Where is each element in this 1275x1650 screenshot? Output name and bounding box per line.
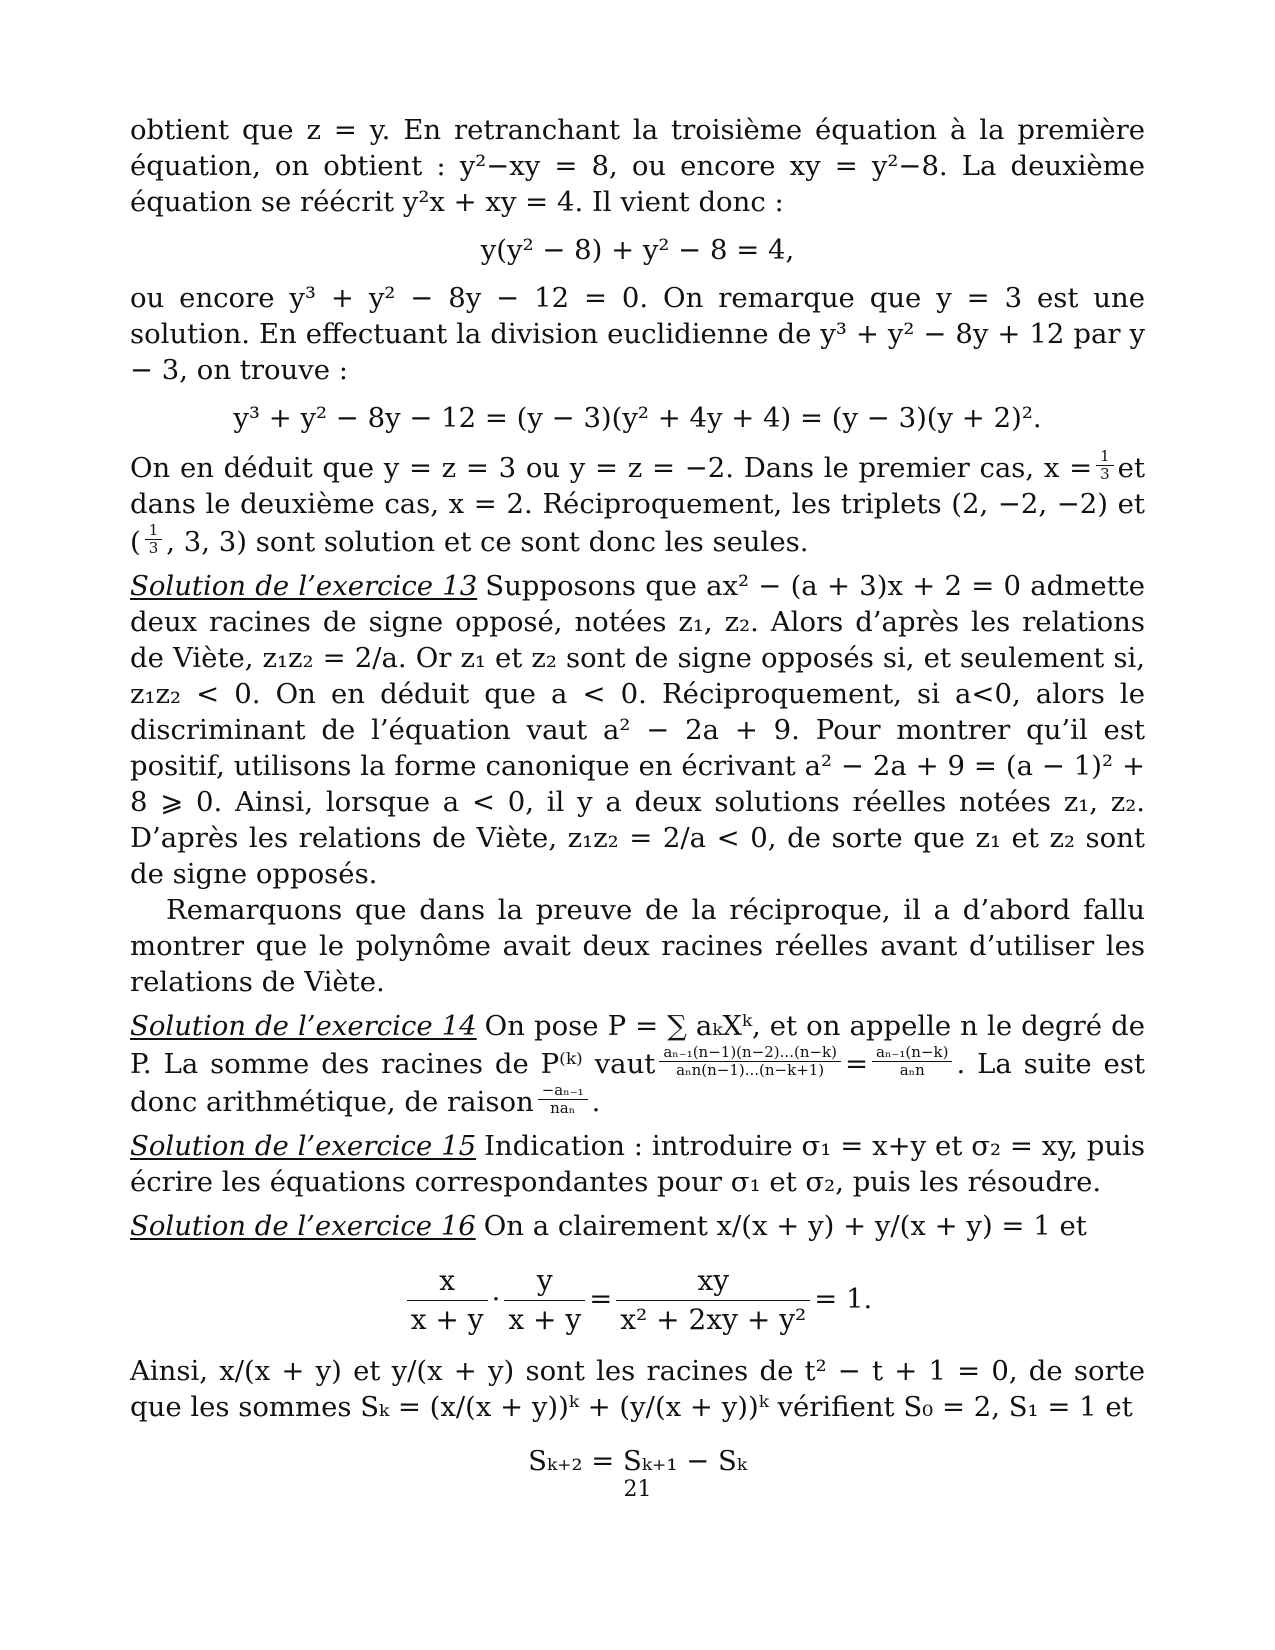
equation-recurrence: Sₖ₊₂ = Sₖ₊₁ − Sₖ — [528, 1445, 747, 1477]
solution-15-label: Solution de l’exercice 15 — [130, 1130, 477, 1162]
paragraph-14-solution: Solution de l’exercice 14 On pose P = ∑ aₖXᵏ, et on appelle n le degré de P. La somme des racines de P⁽ᵏ⁾ vaut $\frac{\text{aₙ₋₁(n−1)(n−2)...(n−k)}}{\text{aₙn(n−1)...(n−k+1)}}$ = $\frac{\text{aₙ₋₁(n−k)}}{\text{aₙn}}$ . La suite est donc arithmétique, de raison $\frac{\text{−aₙ₋₁}}{\text{naₙ}}$ . — [130, 1010, 1145, 1118]
fraction-y-over-sum: $\frac{y}{x + y}$ — [504, 1262, 585, 1339]
equation-product-fractions: $\frac{x}{x + y}$ · $\frac{y}{x + y}$ = $\frac{xy}{\text{x² + 2xy + y²}}$ = 1. — [130, 1262, 1145, 1339]
fraction-one-third: $\frac{1}{3}$ — [1096, 448, 1114, 483]
fraction-root-sum: $\frac{\text{aₙ₋₁(n−1)(n−2)...(n−k)}}{\text{aₙn(n−1)...(n−k+1)}}$ — [659, 1044, 841, 1079]
paragraph-16-solution: Solution de l’exercice 16 On a clairement x/(x + y) + y/(x + y) = 1 et — [130, 1210, 1087, 1242]
page-number: 21 — [623, 1477, 652, 1502]
paragraph-16-roots: Ainsi, x/(x + y) et y/(x + y) sont les racines de t² − t + 1 = 0, de sorte que les sommes Sₖ = (x/(x + y))ᵏ + (y/(x + y))ᵏ vérifient S₀ = 2, S₁ = 1 et — [130, 1355, 1145, 1423]
solution-14-label: Solution de l’exercice 14 — [130, 1010, 477, 1042]
paragraph-15-solution: Solution de l’exercice 15 Indication : introduire σ₁ = x+y et σ₂ = xy, puis écrire les équations correspondantes pour σ₁ et σ₂, puis les résoudre. — [130, 1130, 1145, 1198]
page-body — [130, 112, 1145, 1493]
paragraph-13-solution: Solution de l’exercice 13 Supposons que ax² − (a + 3)x + 2 = 0 admette deux racines de signe opposé, notées z₁, z₂. Alors d’après les relations de Viète, z₁z₂ = 2/a. Or z₁ et z₂ sont de signe opposés si, et seulement si, z₁z₂ < 0. On en déduit que a < 0. Réciproquement, si a<0, alors le discriminant de l’équation vaut a² − 2a + 9. Pour montrer qu’il est positif, utilisons la forme canonique en écrivant a² − 2a + 9 = (a − 1)² + 8 ⩾ 0. Ainsi, lorsque a < 0, il y a deux solutions réelles notées z₁, z₂. D’après les relations de Viète, z₁z₂ = 2/a < 0, de sorte que z₁ et z₂ sont de signe opposés. — [130, 570, 1145, 890]
paragraph-12-intro: obtient que z = y. En retranchant la troisième équation à la première équation, on obtient : y²−xy = 8, ou encore xy = y²−8. La deuxième équation se réécrit y²x + xy = 4. Il vient donc : — [130, 114, 1145, 218]
fraction-x-over-sum: $\frac{x}{x + y}$ — [407, 1262, 488, 1339]
fraction-xy-over-square: $\frac{xy}{\text{x² + 2xy + y²}}$ — [616, 1262, 810, 1339]
paragraph-12-conclusion: On en déduit que y = z = 3 ou y = z = −2. Dans le premier cas, x = $\frac{1}{3}$ et dans le deuxième cas, x = 2. Réciproquement, les triplets (2, −2, −2) et ( $\frac{1}{3}$ , 3, 3) sont solution et ce sont donc les seules. — [130, 447, 1145, 558]
paragraph-13-remark: Remarquons que dans la preuve de la réciproque, il a d’abord fallu montrer que le polynôme avait deux racines réelles avant d’utiliser les relations de Viète. — [130, 894, 1145, 998]
equation-factorization: y³ + y² − 8y − 12 = (y − 3)(y² + 4y + 4) = (y − 3)(y + 2)². — [233, 402, 1042, 434]
fraction-simplified: $\frac{\text{aₙ₋₁(n−k)}}{\text{aₙn}}$ — [872, 1044, 952, 1079]
solution-16-label: Solution de l’exercice 16 — [130, 1210, 476, 1242]
equation-cubic-substitution: y(y² − 8) + y² − 8 = 4, — [480, 234, 795, 266]
fraction-one-third-triplet: $\frac{1}{3}$ — [145, 522, 163, 557]
fraction-common-difference: $\frac{\text{−aₙ₋₁}}{\text{naₙ}}$ — [538, 1082, 588, 1117]
paragraph-12-division: ou encore y³ + y² − 8y − 12 = 0. On remarque que y = 3 est une solution. En effectuant la division euclidienne de y³ + y² − 8y + 12 par y − 3, on trouve : — [130, 282, 1145, 386]
solution-13-label: Solution de l’exercice 13 — [130, 570, 478, 602]
